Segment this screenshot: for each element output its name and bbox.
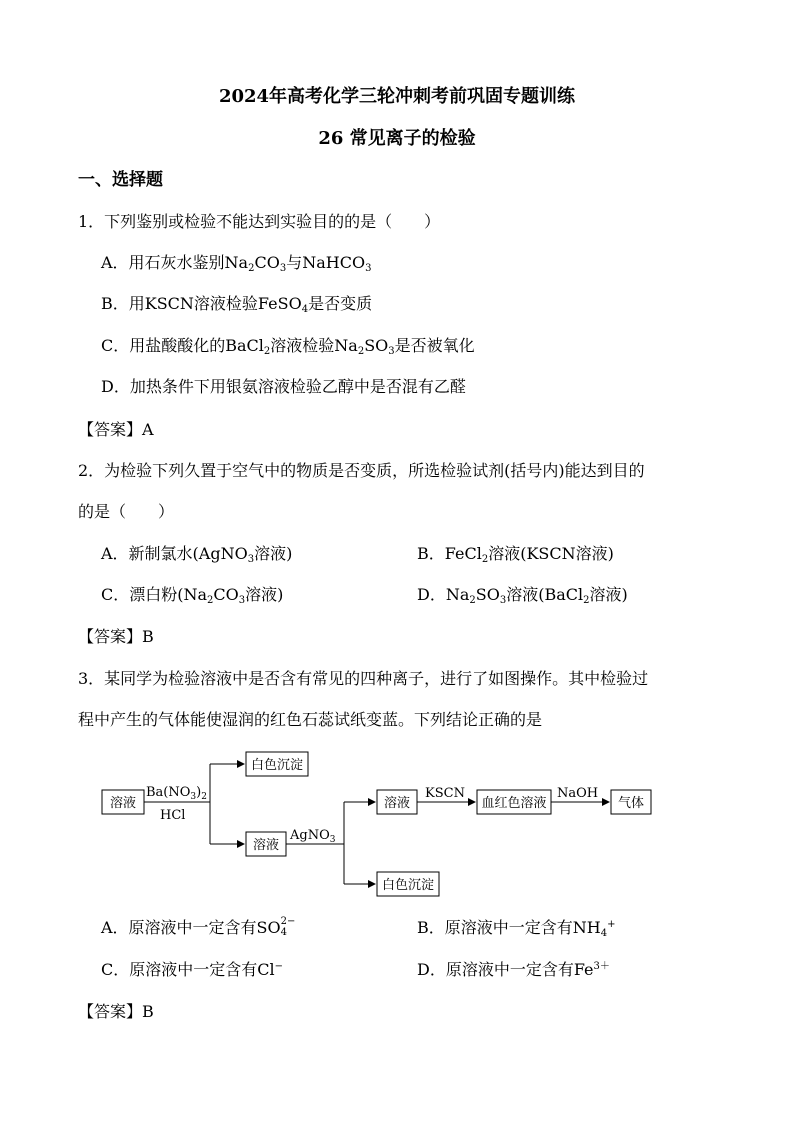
- q3-stem-line2: 程中产生的气体能使湿润的红色石蕊试纸变蓝。下列结论正确的是: [78, 710, 543, 729]
- reagent-barium-nitrate: $Ba(NO_3)_2$: [146, 785, 207, 802]
- label-blood-red-solution: 血红色溶液: [481, 796, 547, 811]
- label-solution-3: 溶液: [383, 796, 411, 811]
- q1-option-d: D．加热条件下用银氨溶液检验乙醇中是否混有乙醛: [101, 377, 466, 396]
- label-white-precipitate-1: 白色沉淀: [250, 758, 304, 773]
- q2-option-d: D．$Na_2SO_3$溶液(BaCl$_2$溶液): [417, 585, 628, 606]
- document-title: 2024年高考化学三轮冲刺考前巩固专题训练: [218, 86, 576, 107]
- reagent-naoh: NaOH: [557, 786, 599, 801]
- ion-test-flow-diagram: [100, 750, 660, 900]
- q3-option-a: A．原溶液中一定含有SO 2− 4: [101, 916, 296, 938]
- label-solution-2: 溶液: [252, 838, 280, 853]
- q1-answer: 【答案】A: [78, 420, 154, 439]
- label-white-precipitate-2: 白色沉淀: [381, 878, 435, 893]
- q3-stem-line1: 3．某同学为检验溶液中是否含有常见的四种离子，进行了如图操作。其中检验过: [78, 669, 649, 688]
- q2-option-b: B．FeCl$_2$溶液(KSCN溶液): [417, 544, 614, 565]
- q1-option-b: B．用KSCN溶液检验FeSO$_4$是否变质: [101, 294, 373, 315]
- q3-option-b: B．原溶液中一定含有$NH_4^+$: [417, 918, 616, 939]
- label-solution-initial: 溶液: [109, 796, 137, 811]
- q3-answer: 【答案】B: [78, 1002, 154, 1021]
- q2-option-a: A．新制氯水(AgNO$_3$溶液): [101, 544, 293, 565]
- q1-option-a: A．用石灰水鉴别$Na_2CO_3$与NaHCO$_3$: [101, 253, 372, 274]
- reagent-kscn: KSCN: [425, 786, 465, 801]
- q3-option-c: C．原溶液中一定含有Cl−: [101, 960, 283, 979]
- document-subtitle: 26 常见离子的检验: [318, 128, 476, 149]
- q1-option-c: C．用盐酸酸化的BaCl$_2$溶液检验$Na_2SO_3$是否被氧化: [101, 336, 475, 357]
- q3-option-d: D．原溶液中一定含有$Fe^{3+}$: [417, 960, 610, 979]
- label-gas: 气体: [617, 796, 645, 811]
- q2-answer: 【答案】B: [78, 627, 154, 646]
- q2-stem-line2: 的是（ ）: [78, 502, 175, 521]
- section-heading: 一、选择题: [78, 170, 163, 190]
- reagent-silver-nitrate: AgNO$_3$: [290, 828, 336, 845]
- q2-stem-line1: 2．为检验下列久置于空气中的物质是否变质，所选检验试剂(括号内)能达到目的: [78, 461, 645, 480]
- reagent-hcl: HCl: [160, 808, 186, 823]
- q2-option-c: C．漂白粉($Na_2CO_3$溶液): [101, 585, 284, 606]
- q1-stem: 1．下列鉴别或检验不能达到实验目的的是（ ）: [78, 212, 441, 231]
